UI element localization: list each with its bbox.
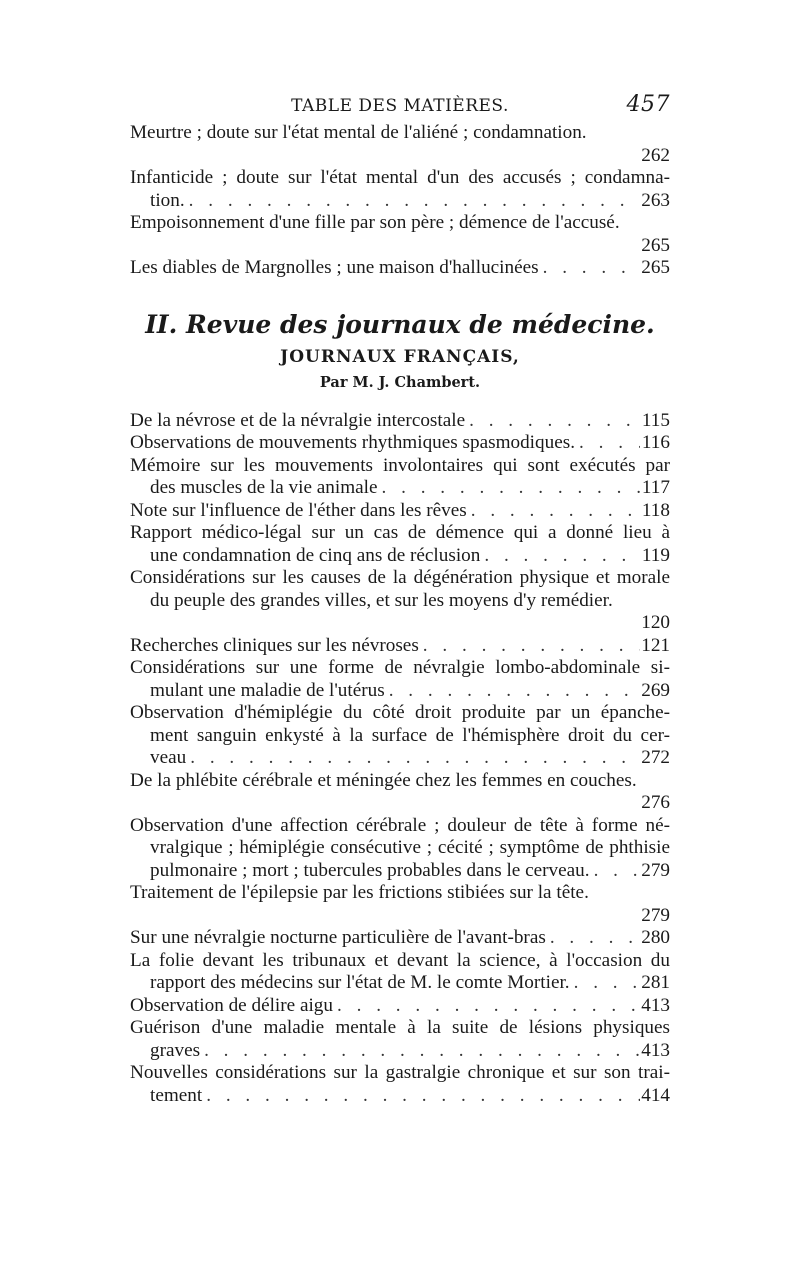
toc-entry-line xyxy=(130,122,670,145)
toc-entry-text: La folie devant les tribunaux et devant la science, à l'occasion du xyxy=(130,949,670,971)
toc-page-number: 121 xyxy=(641,634,670,656)
toc-entry xyxy=(130,657,670,702)
toc-entry-line xyxy=(130,837,670,860)
dot-leader xyxy=(186,747,640,770)
toc-page-number: 116 xyxy=(641,432,670,453)
toc-page-number: 279 xyxy=(641,904,670,926)
toc-page-number: 276 xyxy=(641,792,670,813)
toc-entry-text: Observation d'une affection cérébrale ; douleur de tête à forme né- xyxy=(130,814,670,836)
toc-entry xyxy=(130,770,670,815)
toc-entry-line xyxy=(130,680,670,703)
toc-entry-line xyxy=(130,927,670,950)
dot-leader xyxy=(480,545,640,568)
toc-page-number: 118 xyxy=(641,499,670,521)
toc-entry-text: veau xyxy=(150,747,187,768)
running-title: TABLE DES MATIÈRES. xyxy=(291,96,509,116)
toc-entry-text: des muscles de la vie animale xyxy=(150,477,378,498)
toc-page-number: 262 xyxy=(641,144,670,166)
toc-page-number: 413 xyxy=(641,994,670,1016)
toc-entry-line xyxy=(130,1085,670,1108)
toc-entry xyxy=(130,167,670,212)
section-heading: II. Revue des journaux de médecine. xyxy=(145,309,655,339)
toc-entry-text: du peuple des grandes villes, et sur les moyens d'y remédier. xyxy=(150,589,613,611)
toc-entry xyxy=(130,432,670,455)
toc-entry-line xyxy=(130,860,670,883)
toc-page-number: 281 xyxy=(641,972,670,993)
toc-entry xyxy=(130,455,670,500)
toc-entry-text: Mémoire sur les mouvements involontaires qui sont exécutés par xyxy=(130,454,670,476)
toc-entry-line xyxy=(130,235,670,258)
toc-entry-text: Empoisonnement d'une fille par son père ; démence de l'accusé. xyxy=(130,212,620,233)
toc-entry xyxy=(130,950,670,995)
dot-leader xyxy=(575,432,640,455)
toc-entry xyxy=(130,410,670,433)
toc-page-number: 269 xyxy=(641,679,670,701)
toc-entry-line xyxy=(130,145,670,168)
toc-entry-line xyxy=(130,522,670,545)
toc-entry-text: Recherches cliniques sur les névroses xyxy=(130,634,419,656)
toc-page-number: 265 xyxy=(641,257,670,278)
toc-entry-line xyxy=(130,882,670,905)
toc-entry-line xyxy=(130,500,670,523)
toc-entry-line xyxy=(130,815,670,838)
dot-leader xyxy=(467,500,640,523)
toc-entry-line xyxy=(130,257,670,280)
toc-entry-line xyxy=(130,635,670,658)
toc-entry-text: graves xyxy=(150,1039,201,1061)
dot-leader xyxy=(333,995,640,1018)
toc-page-number: 117 xyxy=(641,477,670,498)
toc-entry-line xyxy=(130,905,670,928)
page xyxy=(130,92,670,1107)
toc-entry-text: Observations de mouvements rhythmiques spasmodiques. xyxy=(130,432,575,453)
toc-entry xyxy=(130,927,670,950)
toc-entry xyxy=(130,122,670,167)
toc-entry-text: une condamnation de cinq ans de réclusion xyxy=(150,544,481,566)
toc-entry-text: rapport des médecins sur l'état de M. le comte Mortier. xyxy=(150,972,570,993)
dot-leader xyxy=(465,410,640,433)
toc-list xyxy=(130,410,670,1108)
dot-leader xyxy=(570,972,640,995)
toc-entry xyxy=(130,815,670,883)
toc-entry-line xyxy=(130,477,670,500)
dot-leader xyxy=(202,1085,640,1108)
toc-entry-text: pulmonaire ; mort ; tubercules probables dans le cerveau. xyxy=(150,859,590,881)
toc-entry-text: Observation de délire aigu xyxy=(130,994,333,1016)
toc-entry xyxy=(130,702,670,770)
dot-leader xyxy=(385,680,640,703)
toc-entry-line xyxy=(130,1017,670,1040)
toc-entry-text: tement xyxy=(150,1084,203,1106)
toc-entry-text: Nouvelles considérations sur la gastralgie chronique et sur son trai- xyxy=(130,1062,670,1083)
toc-entry xyxy=(130,1017,670,1062)
toc-entry xyxy=(130,500,670,523)
page-number: 457 xyxy=(626,92,670,117)
dot-leader xyxy=(200,1040,640,1063)
toc-page-number: 265 xyxy=(641,234,670,256)
toc-entry-line xyxy=(130,950,670,973)
dot-leader xyxy=(546,927,640,950)
section-byline: Par M. J. Chambert. xyxy=(319,373,481,391)
toc-entry-text: Sur une névralgie nocturne particulière de l'avant-bras xyxy=(130,927,546,948)
toc-page-number: 279 xyxy=(641,859,670,881)
toc-entry xyxy=(130,882,670,927)
toc-entry xyxy=(130,257,670,280)
toc-page-number: 280 xyxy=(641,927,670,948)
dot-leader xyxy=(185,190,640,213)
toc-entry-text: mulant une maladie de l'utérus xyxy=(150,679,385,701)
toc-entry-line xyxy=(130,770,670,793)
toc-entry xyxy=(130,995,670,1018)
toc-entry-text: Infanticide ; doute sur l'état mental d'un des accusés ; condamna- xyxy=(130,167,670,188)
toc-entry-line xyxy=(130,455,670,478)
toc-page-number: 119 xyxy=(641,544,670,566)
toc-entry-text: Les diables de Margnolles ; une maison d'hallucinées xyxy=(130,257,539,278)
toc-page-number: 120 xyxy=(641,612,670,633)
toc-entry-line xyxy=(130,545,670,568)
toc-page-number: 115 xyxy=(641,409,670,431)
toc-entry-line xyxy=(130,1040,670,1063)
toc-entry-text: tion. xyxy=(150,189,185,211)
toc-entry-line xyxy=(130,657,670,680)
toc-entry-text: Observation d'hémiplégie du côté droit produite par un épanche- xyxy=(130,702,670,723)
toc-list-top xyxy=(130,122,670,280)
toc-page-number: 413 xyxy=(641,1039,670,1061)
dot-leader xyxy=(539,257,640,280)
toc-entry-line xyxy=(130,167,670,190)
toc-entry-text: vralgique ; hémiplégie consécutive ; cécité ; symptôme de phthisie xyxy=(150,837,670,858)
toc-entry-line xyxy=(130,590,670,613)
toc-entry-line xyxy=(130,410,670,433)
toc-entry-line xyxy=(130,1062,670,1085)
toc-entry-line xyxy=(130,567,670,590)
toc-entry xyxy=(130,1062,670,1107)
toc-page-number: 272 xyxy=(641,747,670,768)
toc-entry-line xyxy=(130,212,670,235)
toc-entry-text: Note sur l'influence de l'éther dans les rêves xyxy=(130,499,467,521)
toc-entry-text: Considérations sur les causes de la dégénération physique et morale xyxy=(130,567,670,588)
toc-entry-line xyxy=(130,432,670,455)
toc-entry-text: De la névrose et de la névralgie intercostale xyxy=(130,409,466,431)
dot-leader xyxy=(419,635,640,658)
toc-entry xyxy=(130,212,670,257)
toc-entry-line xyxy=(130,995,670,1018)
toc-entry-line xyxy=(130,190,670,213)
toc-entry xyxy=(130,567,670,635)
toc-entry-text: Considérations sur une forme de névralgie lombo-abdominale si- xyxy=(130,657,670,678)
toc-entry-line xyxy=(130,725,670,748)
toc-entry-line xyxy=(130,747,670,770)
section-subheading: JOURNAUX FRANÇAIS, xyxy=(280,346,520,367)
toc-page-number: 414 xyxy=(641,1084,670,1106)
running-head xyxy=(130,92,670,122)
toc-entry xyxy=(130,635,670,658)
dot-leader xyxy=(590,860,640,883)
toc-entry-text: Rapport médico-légal sur un cas de démence qui a donné lieu à xyxy=(130,522,670,543)
toc-entry-line xyxy=(130,972,670,995)
toc-entry-text: Traitement de l'épilepsie par les frictions stibiées sur la tête. xyxy=(130,882,589,903)
toc-entry-text: De la phlébite cérébrale et méningée chez les femmes en couches. xyxy=(130,769,637,791)
toc-entry-line xyxy=(130,702,670,725)
dot-leader xyxy=(378,477,640,500)
toc-page-number: 263 xyxy=(641,189,670,211)
toc-entry-text: Meurtre ; doute sur l'état mental de l'aliéné ; condamnation. xyxy=(130,122,587,143)
toc-entry-line xyxy=(130,612,670,635)
toc-entry-text: Guérison d'une maladie mentale à la suite de lésions physiques xyxy=(130,1017,670,1038)
toc-entry-line xyxy=(130,792,670,815)
toc-entry xyxy=(130,522,670,567)
toc-entry-text: ment sanguin enkysté à la surface de l'hémisphère droit du cer- xyxy=(150,724,670,746)
